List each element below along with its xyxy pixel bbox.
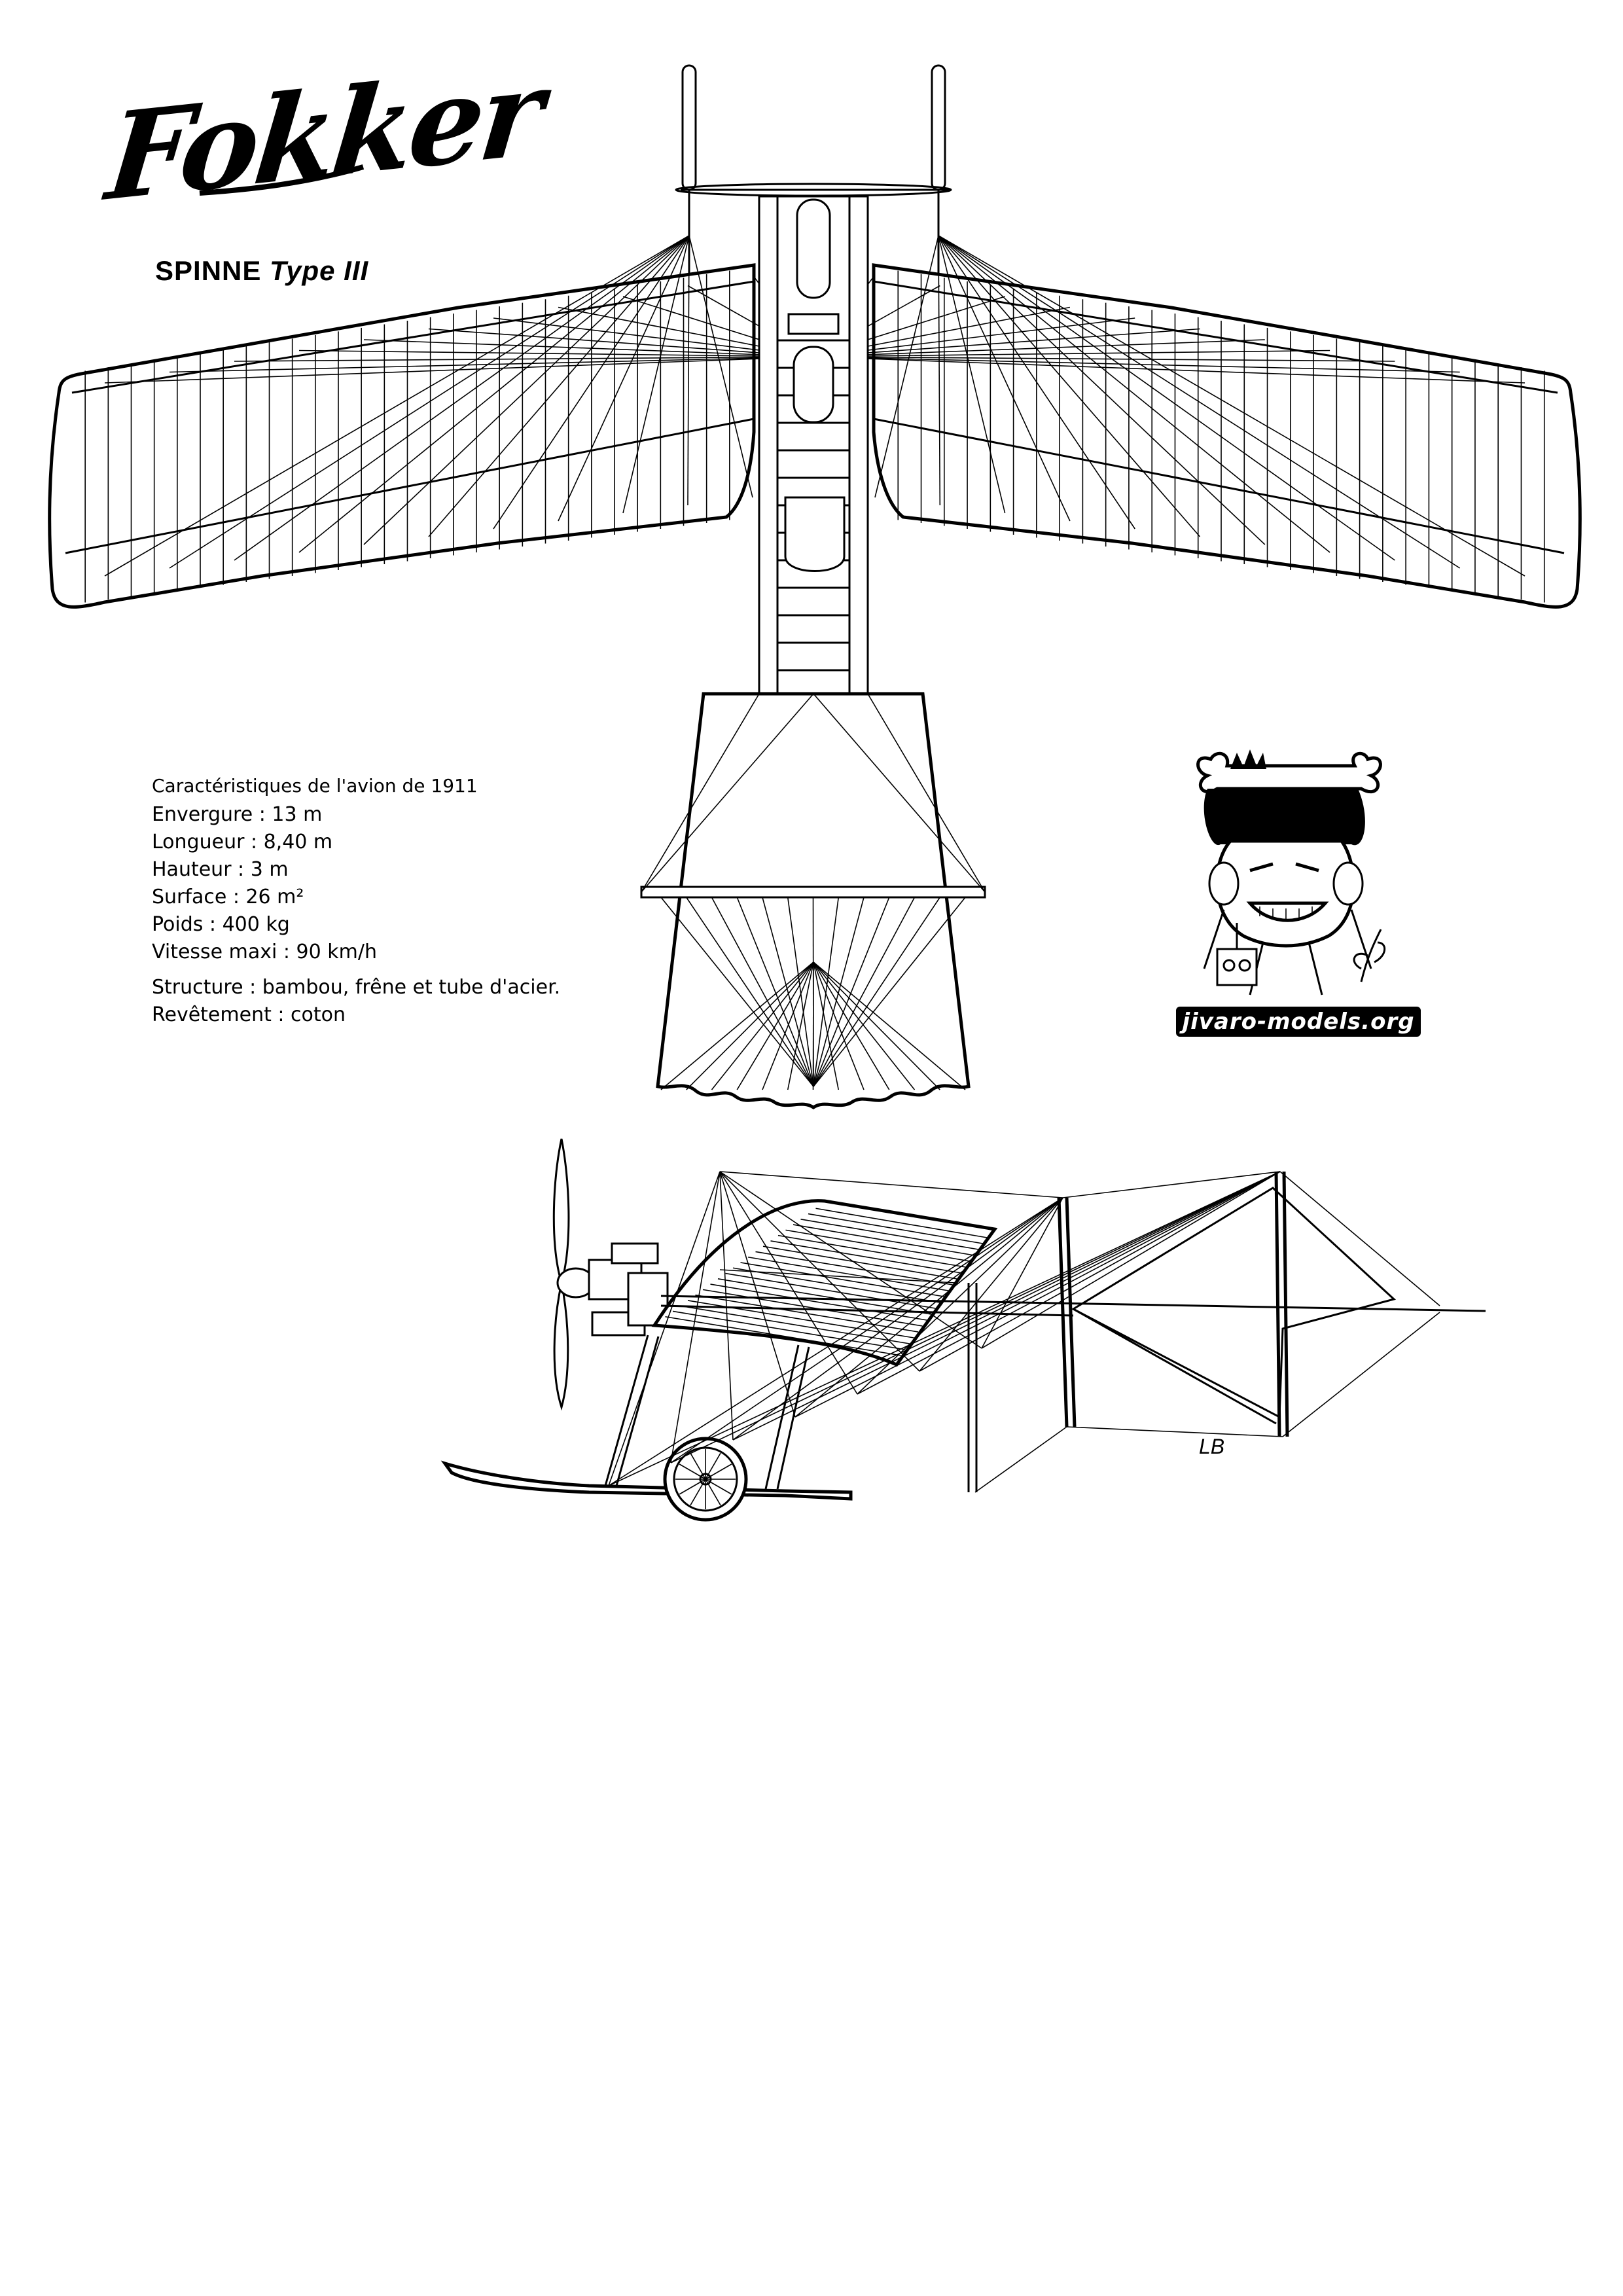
side-bracing-wire: [1283, 1312, 1440, 1437]
side-bracing-wire: [975, 1427, 1067, 1492]
tail-wire: [813, 897, 814, 1086]
spec-span: Envergure : 13 m: [152, 803, 323, 826]
spec-height: Hauteur : 3 m: [152, 858, 289, 881]
left-wing: [50, 265, 754, 607]
side-bracing-wire: [982, 1172, 1280, 1348]
spec-structure: Structure : bambou, frêne et tube d'acier.: [152, 976, 561, 999]
model-name: SPINNE: [155, 255, 262, 286]
side-bracing-wire: [1280, 1172, 1440, 1306]
artist-signature: LB: [1199, 1435, 1225, 1458]
spec-covering: Revêtement : coton: [152, 1003, 346, 1026]
fokker-logo: Fokker: [101, 42, 546, 228]
side-view-engine: [558, 1244, 668, 1335]
jivaro-badge: jivaro-models.org: [1176, 1007, 1421, 1037]
specs-heading: Caractéristiques de l'avion de 1911: [152, 775, 478, 797]
spec-speed: Vitesse maxi : 90 km/h: [152, 941, 377, 963]
side-view: [445, 1139, 1486, 1520]
side-bracing-wire: [720, 1172, 1063, 1198]
logo-swash-icon: [196, 164, 366, 203]
spec-weight: Poids : 400 kg: [152, 913, 290, 936]
right-wing: [874, 265, 1580, 607]
tail-crossbar: [641, 887, 985, 897]
top-view-propeller: [676, 184, 951, 196]
side-bracing-wire: [1067, 1427, 1283, 1437]
spec-length: Longueur : 8,40 m: [152, 831, 333, 853]
side-bracing-wire: [982, 1198, 1063, 1348]
model-title: [155, 255, 368, 287]
landing-skid: [445, 1463, 851, 1499]
spec-surface: Surface : 26 m²: [152, 886, 304, 908]
jivaro-mascot-icon: [1198, 749, 1385, 995]
side-bracing-wire: [1063, 1172, 1280, 1198]
model-type: Type III: [270, 255, 369, 286]
specifications: [152, 772, 560, 1029]
